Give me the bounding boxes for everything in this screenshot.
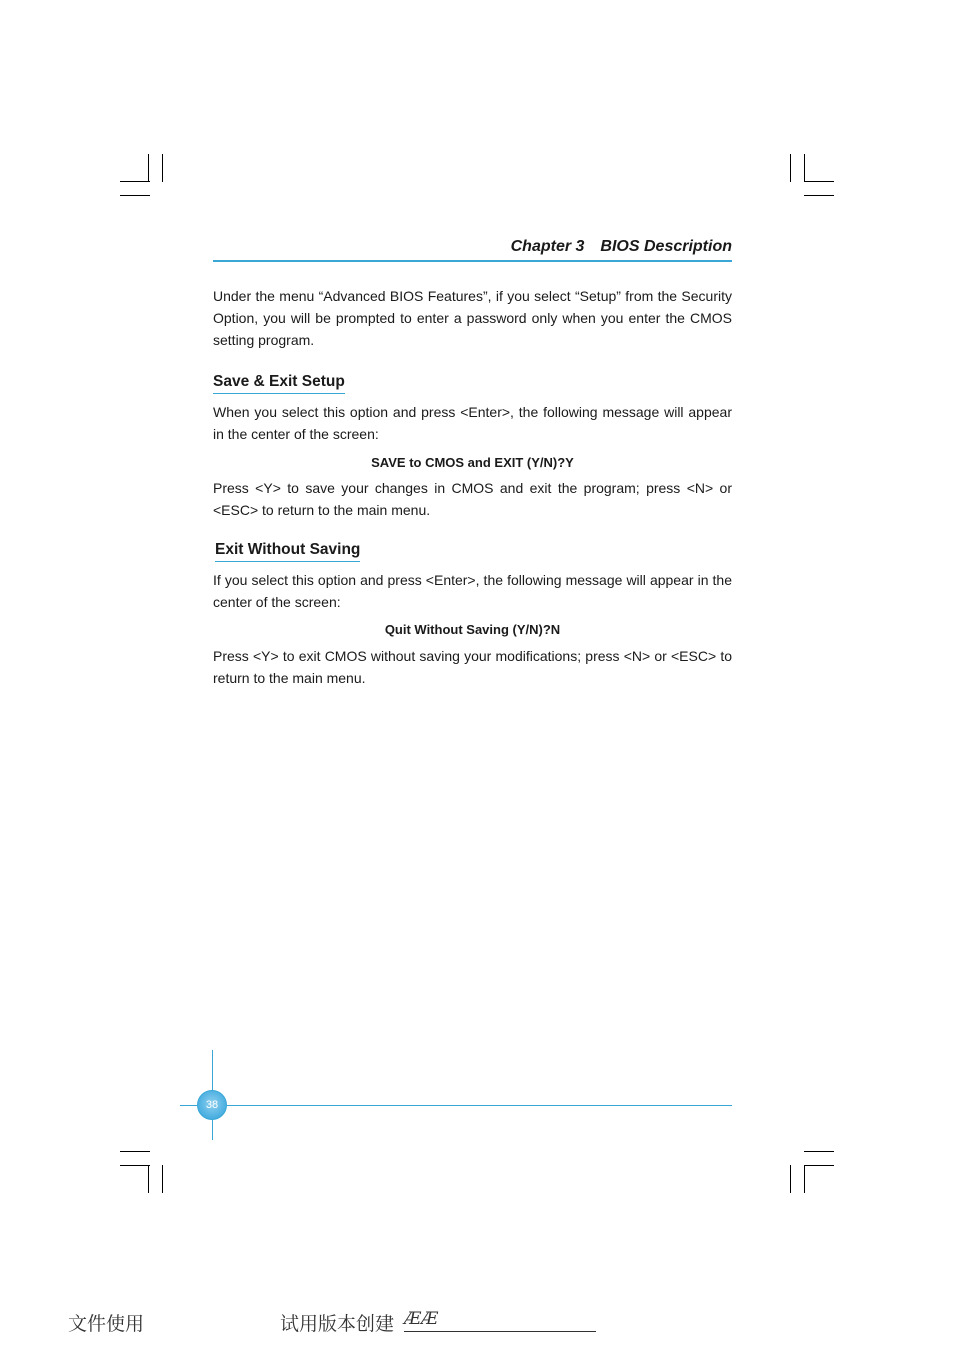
crop-mark bbox=[804, 154, 805, 182]
chapter-title: BIOS Description bbox=[600, 238, 732, 255]
bios-message: SAVE to CMOS and EXIT (Y/N)?Y bbox=[371, 455, 574, 470]
section-heading-exit-without-saving: Exit Without Saving bbox=[215, 541, 360, 562]
bios-message: Quit Without Saving (Y/N)?N bbox=[384, 622, 561, 637]
crop-mark bbox=[804, 195, 834, 196]
intro-paragraph: Under the menu “Advanced BIOS Features”, if you select “Setup” from the Security Option, you will be prompted to enter a password only when you enter the CMOS setting program. bbox=[213, 288, 732, 348]
crop-mark bbox=[804, 181, 834, 182]
crop-mark bbox=[120, 181, 150, 182]
section-paragraph: Press <Y> to exit CMOS without saving your modifications; press <N> or <ESC> to return to the main menu. bbox=[213, 648, 732, 686]
watermark-right: 试用版本创建 bbox=[280, 1313, 395, 1335]
watermark-left: 文件使用 bbox=[68, 1313, 145, 1335]
running-header bbox=[213, 238, 732, 258]
crop-mark bbox=[162, 1165, 163, 1193]
crop-mark bbox=[120, 1165, 150, 1166]
crop-mark bbox=[120, 195, 150, 196]
section-paragraph: Press <Y> to save your changes in CMOS and exit the program; press <N> or <ESC> to return to the main menu. bbox=[213, 480, 732, 518]
section-heading-save-exit: Save & Exit Setup bbox=[213, 373, 345, 394]
footer-horizontal-rule bbox=[180, 1105, 732, 1106]
crop-mark bbox=[804, 1165, 834, 1166]
crop-mark bbox=[790, 1165, 791, 1193]
crop-mark bbox=[162, 154, 163, 182]
page-number: 38 bbox=[205, 1099, 219, 1111]
page-number-badge bbox=[197, 1090, 227, 1120]
crop-mark bbox=[790, 154, 791, 182]
watermark-mark: ÆÆ bbox=[404, 1309, 439, 1329]
crop-mark bbox=[148, 1165, 149, 1193]
crop-mark bbox=[120, 1151, 150, 1152]
section-paragraph: If you select this option and press <Enter>, the following message will appear in the center of the screen: bbox=[213, 572, 732, 610]
crop-mark bbox=[804, 1151, 834, 1152]
section-paragraph: When you select this option and press <Enter>, the following message will appear in the center of the screen: bbox=[213, 404, 732, 442]
header-rule bbox=[213, 260, 732, 262]
watermark-underline bbox=[404, 1331, 596, 1332]
chapter-label: Chapter 3 bbox=[510, 238, 585, 255]
crop-mark bbox=[148, 154, 149, 182]
crop-mark bbox=[804, 1165, 805, 1193]
